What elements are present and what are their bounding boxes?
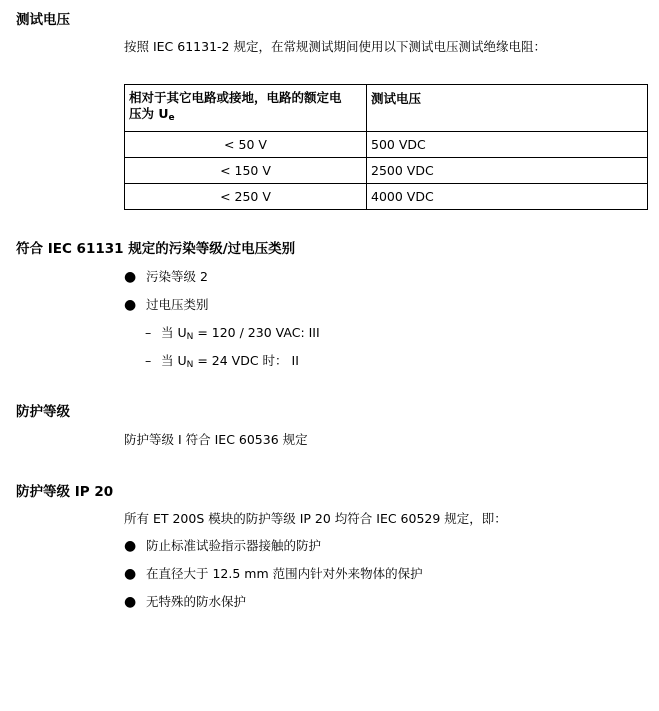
bullet-icon: ● bbox=[124, 297, 137, 313]
cell-rated: < 150 V bbox=[125, 158, 367, 184]
bullet-icon: ● bbox=[124, 538, 137, 554]
list-item bbox=[124, 593, 246, 611]
bullet-icon: ● bbox=[124, 594, 137, 610]
list-item-text: 污染等级 2 bbox=[146, 269, 208, 284]
protection-class-text: 防护等级 I 符合 IEC 60536 规定 bbox=[124, 432, 308, 447]
list-item bbox=[124, 296, 209, 314]
cell-rated: < 50 V bbox=[125, 132, 367, 158]
header-rated-line1: 相对于其它电路或接地，电路的额定电 bbox=[129, 90, 342, 105]
list-item-text: 无特殊的防水保护 bbox=[146, 594, 247, 609]
heading-pollution-overvoltage: 符合 IEC 61131 规定的污染等级/过电压类别 bbox=[16, 241, 296, 257]
table-row bbox=[125, 184, 648, 210]
sub-item-prefix: 当 U bbox=[161, 325, 187, 340]
sub-item-suffix: = 120 / 230 VAC: III bbox=[193, 325, 320, 340]
header-rated-voltage bbox=[125, 85, 367, 132]
dash-icon: – bbox=[145, 353, 152, 368]
list-item-text: 过电压类别 bbox=[146, 297, 209, 312]
bullet-icon: ● bbox=[124, 269, 137, 285]
sub-item-prefix: 当 U bbox=[161, 353, 187, 368]
heading-test-voltage: 测试电压 bbox=[16, 12, 70, 28]
list-item-text: 在直径大于 12.5 mm 范围内针对外来物体的保护 bbox=[146, 566, 423, 581]
test-voltage-intro: 按照 IEC 61131-2 规定，在常规测试期间使用以下测试电压测试绝缘电阻： bbox=[124, 39, 546, 54]
table-row bbox=[125, 158, 648, 184]
cell-test: 500 VDC bbox=[367, 132, 648, 158]
cell-rated: < 250 V bbox=[125, 184, 367, 210]
dash-icon: – bbox=[145, 325, 152, 340]
cell-test: 4000 VDC bbox=[367, 184, 648, 210]
list-item-text: 防止标准试验指示器接触的防护 bbox=[146, 538, 322, 553]
header-rated-sub: e bbox=[168, 113, 175, 123]
header-test-voltage: 测试电压 bbox=[367, 85, 648, 132]
sub-item-subscript: N bbox=[186, 360, 194, 370]
sub-item-subscript: N bbox=[186, 332, 194, 342]
list-item bbox=[124, 268, 208, 286]
sub-list-item bbox=[145, 324, 320, 346]
ip20-intro: 所有 ET 200S 模块的防护等级 IP 20 均符合 IEC 60529 规定，即： bbox=[124, 511, 507, 526]
test-voltage-table bbox=[124, 84, 648, 210]
sub-list-item bbox=[145, 352, 299, 374]
heading-protection-class: 防护等级 bbox=[16, 404, 70, 420]
list-item bbox=[124, 537, 321, 555]
cell-test: 2500 VDC bbox=[367, 158, 648, 184]
heading-ip20: 防护等级 IP 20 bbox=[16, 484, 114, 500]
bullet-icon: ● bbox=[124, 566, 137, 582]
table-row bbox=[125, 132, 648, 158]
table-header-row bbox=[125, 85, 648, 132]
list-item bbox=[124, 565, 423, 583]
sub-item-suffix: = 24 VDC 时： II bbox=[193, 353, 299, 368]
header-rated-line2: 压为 U bbox=[129, 106, 169, 121]
